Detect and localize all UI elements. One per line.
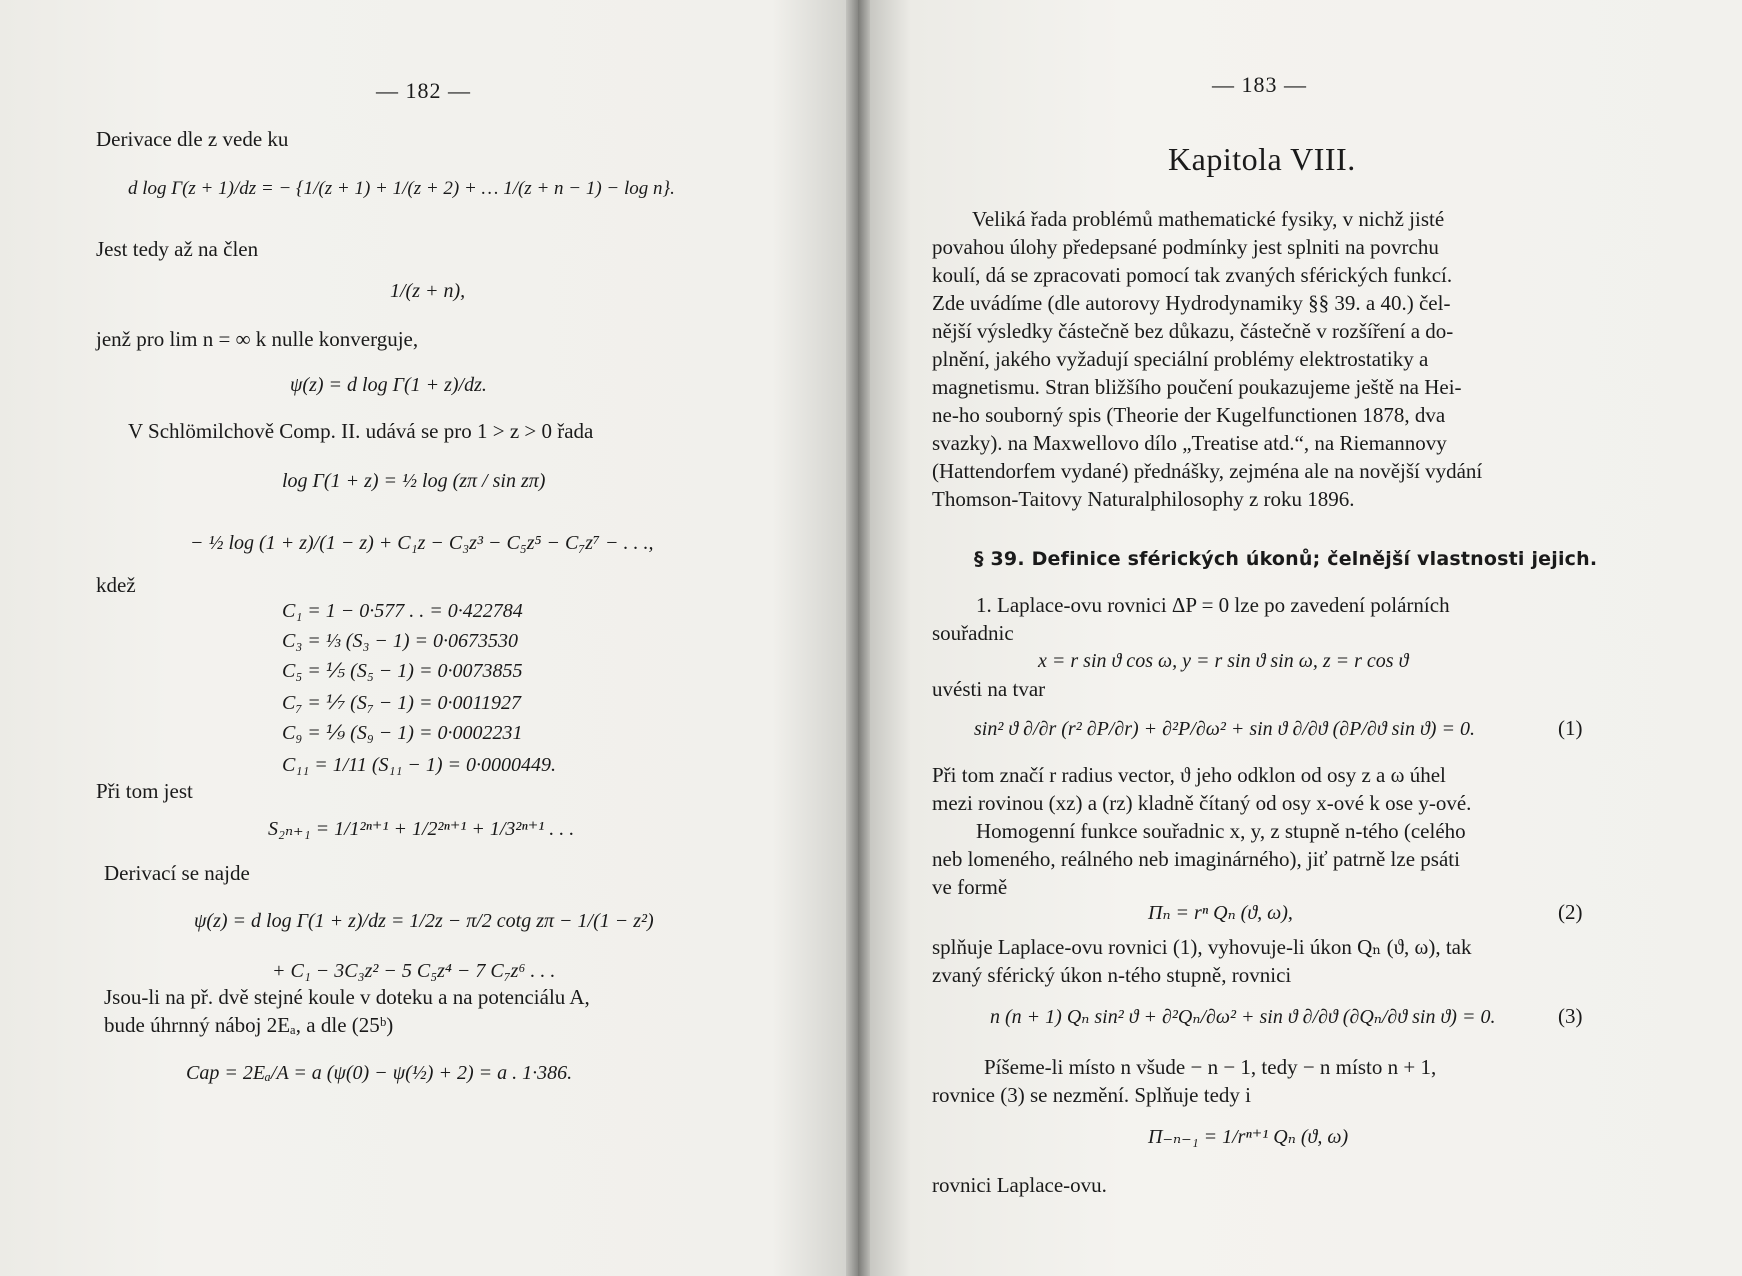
text-line: Jest tedy až na člen [96,237,259,261]
equation: C₁₁ = 1/11 (S₁₁ − 1) = 0·0000449. [282,754,557,776]
right-page [858,0,1742,1276]
intro-line: Zde uvádíme (dle autorovy Hydrodynamiky §§ 39. a 40.) čel- [932,291,1451,315]
equation: C₇ = ⅐ (S₇ − 1) = 0·0011927 [282,692,521,714]
body-line: rovnice (3) se nezmění. Splňuje tedy i [932,1083,1251,1107]
equation: Πₙ = rⁿ Qₙ (ϑ, ω), [1148,902,1293,924]
text-line: Jsou-li na př. dvě stejné koule v doteku a na potenciálu A, [104,985,590,1009]
body-line: uvésti na tvar [932,677,1046,701]
text-line: bude úhrnný náboj 2Eₐ, a dle (25ᵇ) [104,1013,394,1037]
intro-line: ne-ho souborný spis (Theorie der Kugelfunctionen 1878, dva [932,403,1446,427]
intro-line: nější výsledky částečně bez důkazu, částečně v rozšíření a do- [932,319,1454,343]
text-line: Při tom jest [96,779,193,803]
intro-line: Thomson-Taitovy Naturalphilosophy z roku 1896. [932,487,1355,511]
equation: − ½ log (1 + z)/(1 − z) + C₁z − C₃z³ − C₅z⁵ − C₇z⁷ − . . ., [190,532,654,554]
body-line: mezi rovinou (xz) a (rz) kladně čítaný od osy x-ové k ose y-ové. [932,791,1472,815]
equation: ψ(z) = d log Γ(1 + z)/dz = 1/2z − π/2 cotg zπ − 1/(1 − z²) [194,910,654,932]
body-line: souřadnic [932,621,1014,645]
equation: 1/(z + n), [390,280,466,302]
body-line: Homogenní funkce souřadnic x, y, z stupně n-tého (celého [976,819,1466,843]
text-line: V Schlömilchově Comp. II. udává se pro 1 > z > 0 řada [128,419,594,443]
equation: Cap = 2Eₐ/A = a (ψ(0) − ψ(½) + 2) = a . 1·386. [186,1062,573,1084]
page-number-right: — 183 — [1212,72,1307,97]
body-line: rovnici Laplace-ovu. [932,1173,1107,1197]
equation: C₅ = ⅕ (S₅ − 1) = 0·0073855 [282,660,523,682]
book-gutter [846,0,870,1276]
equation: log Γ(1 + z) = ½ log (zπ / sin zπ) [282,470,546,492]
equation: C₃ = ⅓ (S₃ − 1) = 0·0673530 [282,630,519,652]
equation: d log Γ(z + 1)/dz = − {1/(z + 1) + 1/(z + 2) + … 1/(z + n − 1) − log n}. [128,178,675,199]
intro-line: (Hattendorfem vydané) přednášky, zejména ale na novější vydání [932,459,1483,483]
page-number-left: — 182 — [376,78,471,103]
equation: ψ(z) = d log Γ(1 + z)/dz. [290,374,487,396]
equation-number: (3) [1558,1004,1583,1028]
text-line: Derivace dle z vede ku [96,127,289,151]
intro-line: koulí, dá se zpracovati pomocí tak zvaných sférických funkcí. [932,263,1453,287]
section-heading: § 39. Definice sférických úkonů; čelnější vlastnosti jejich. [974,548,1598,570]
text-line: jenž pro lim n = ∞ k nulle konverguje, [96,327,419,351]
text-line: kdež [96,573,136,597]
chapter-title: Kapitola VIII. [1168,141,1356,177]
intro-line: Veliká řada problémů mathematické fysiky, v nichž jisté [972,207,1445,231]
equation-number: (1) [1558,716,1583,740]
equation: C₁ = 1 − 0·577 . . = 0·422784 [282,600,523,622]
intro-line: plnění, jakého vyžadují speciální problémy elektrostatiky a [932,347,1429,371]
body-line: zvaný sférický úkon n-tého stupně, rovnici [932,963,1292,987]
equation: C₉ = ⅑ (S₉ − 1) = 0·0002231 [282,722,523,744]
equation: x = r sin ϑ cos ω, y = r sin ϑ sin ω, z = r cos ϑ [1038,650,1409,672]
body-line: neb lomeného, reálného neb imaginárného), jiť patrně lze psáti [932,847,1460,871]
equation: sin² ϑ ∂/∂r (r² ∂P/∂r) + ∂²P/∂ω² + sin ϑ ∂/∂ϑ (∂P/∂ϑ sin ϑ) = 0. [974,718,1475,740]
body-line: 1. Laplace-ovu rovnici ΔP = 0 lze po zavedení polárních [976,593,1450,617]
equation-number: (2) [1558,900,1583,924]
intro-line: povahou úlohy předepsané podmínky jest splniti na povrchu [932,235,1439,259]
intro-line: svazky). na Maxwellovo dílo „Treatise atd.“, na Riemannovy [932,431,1447,455]
body-line: ve formě [932,875,1008,899]
intro-line: magnetismu. Stran bližšího poučení poukazujeme ještě na Hei- [932,375,1462,399]
body-line: Píšeme-li místo n všude − n − 1, tedy − n místo n + 1, [984,1055,1437,1079]
equation: n (n + 1) Qₙ sin² ϑ + ∂²Qₙ/∂ω² + sin ϑ ∂/∂ϑ (∂Qₙ/∂ϑ sin ϑ) = 0. [990,1006,1496,1028]
equation: + C₁ − 3C₃z² − 5 C₅z⁴ − 7 C₇z⁶ . . . [272,960,556,982]
text-line: Derivací se najde [104,861,250,885]
left-page [0,0,858,1276]
body-line: Při tom značí r radius vector, ϑ jeho odklon od osy z a ω úhel [932,763,1446,787]
equation: Π₋ₙ₋₁ = 1/rⁿ⁺¹ Qₙ (ϑ, ω) [1148,1126,1349,1148]
equation: S₂ₙ₊₁ = 1/1²ⁿ⁺¹ + 1/2²ⁿ⁺¹ + 1/3²ⁿ⁺¹ . . . [268,818,575,840]
body-line: splňuje Laplace-ovu rovnici (1), vyhovuje-li úkon Qₙ (ϑ, ω), tak [932,935,1472,959]
